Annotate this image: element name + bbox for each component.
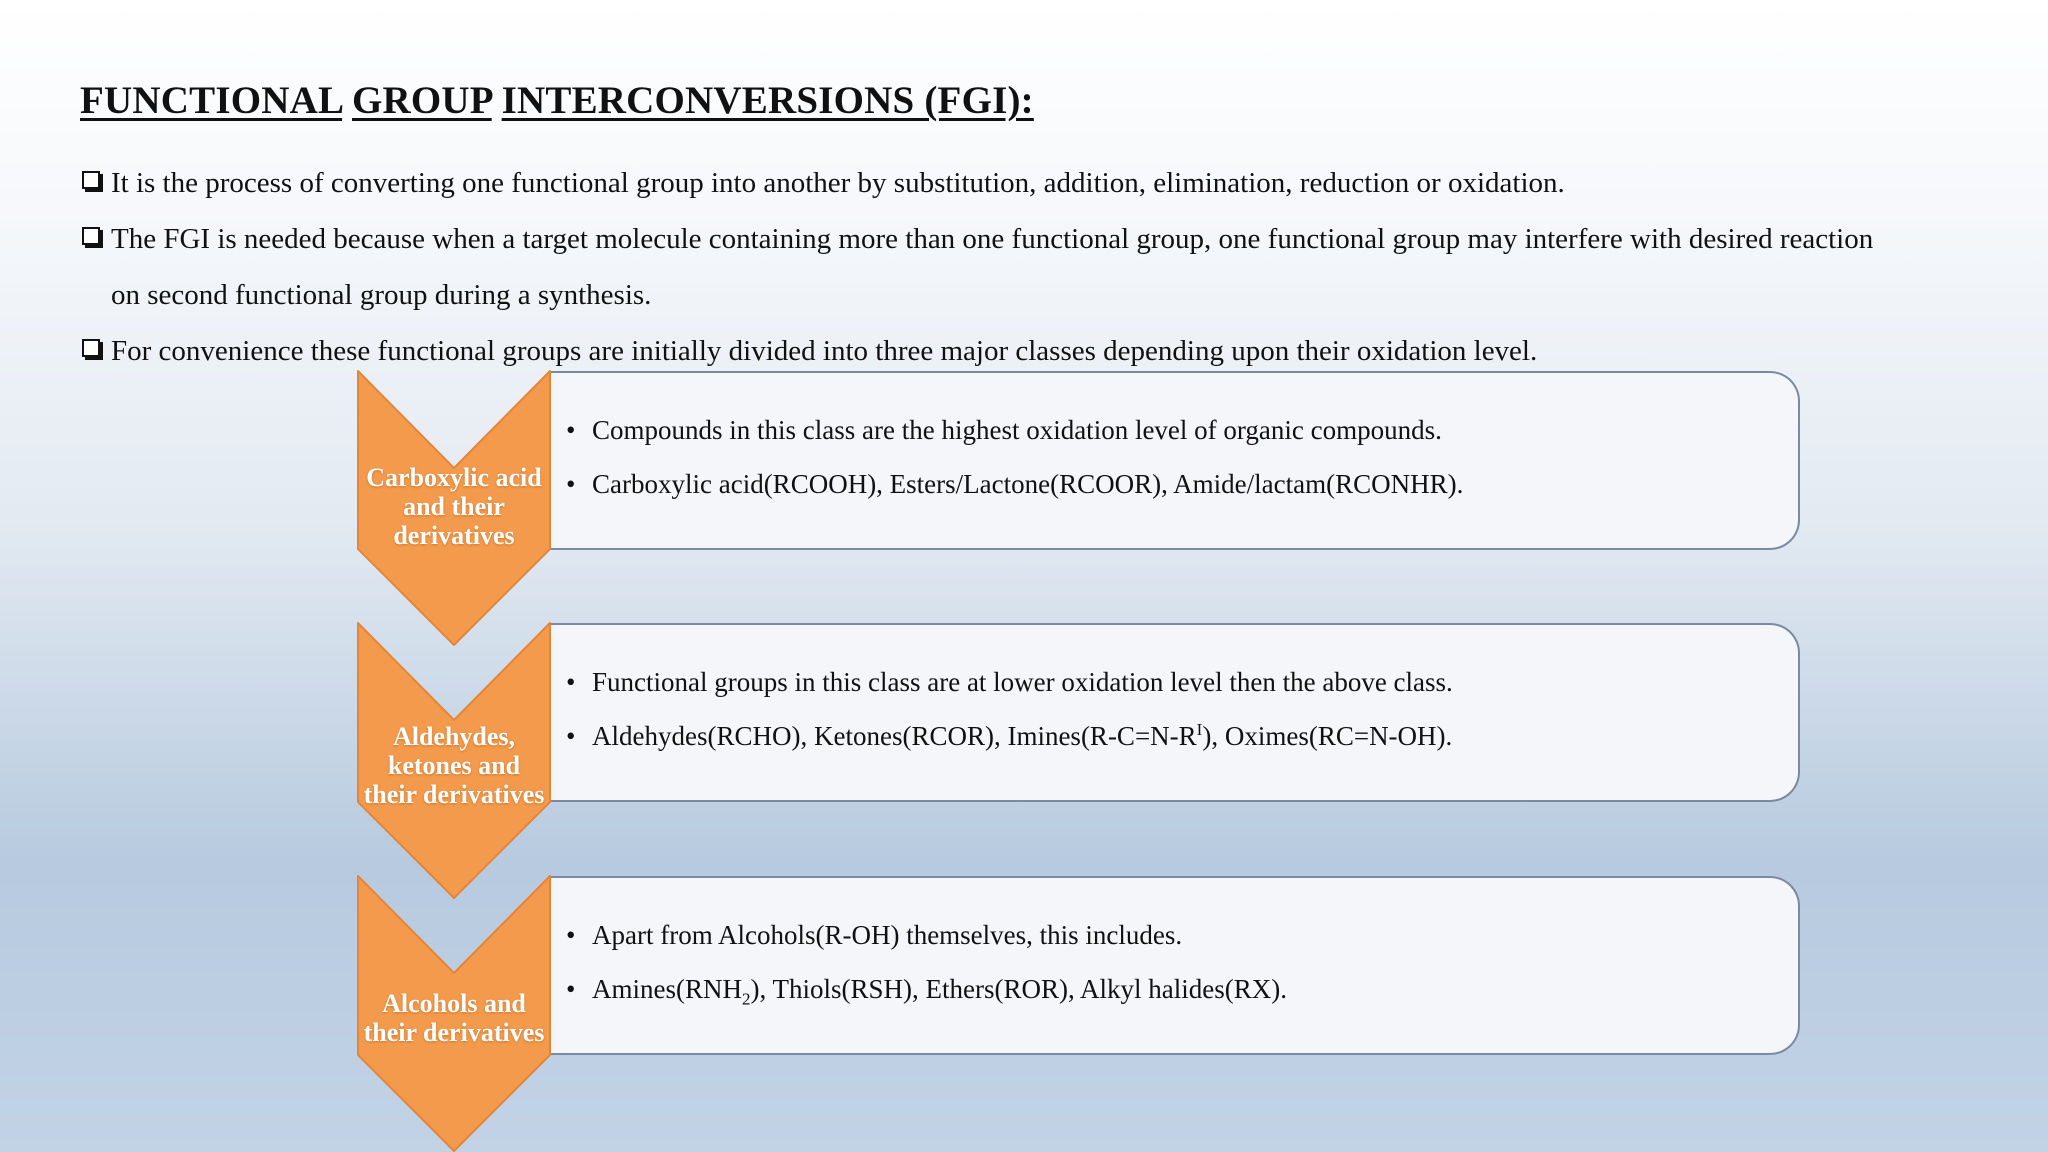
card-point-text: Aldehydes(RCHO), Ketones(RCOR), Imines(R-C=N-R — [592, 721, 1197, 751]
card-point: • Functional groups in this class are at lower oxidation level then the above class. — [566, 655, 1798, 709]
intro-bullet-text: The FGI is needed because when a target molecule containing more than one functional group, one functional group may interfere with desired reaction — [111, 223, 1874, 255]
card-point-text: Amines(RNH — [592, 974, 742, 1004]
title-word-group: GROUP — [352, 79, 492, 122]
card-point-superscript: I — [1196, 720, 1203, 739]
card-point-text: ), Thiols(RSH), Ethers(ROR), Alkyl halides(RX). — [750, 974, 1287, 1004]
card-point-text: ), Oximes(RC=N-OH). — [1202, 721, 1453, 751]
chevron-label-carboxylic: Carboxylic acid and their derivatives — [366, 463, 542, 550]
chevron-label-alcohols: Alcohols and their derivatives — [363, 989, 545, 1047]
card-point-subscript: 2 — [742, 989, 751, 1009]
card-point: • Apart from Alcohols(R-OH) themselves, this includes. — [566, 908, 1798, 962]
title-word-functional: FUNCTIONAL — [80, 79, 343, 122]
card-point: • Compounds in this class are the highest oxidation level of organic compounds. — [566, 403, 1798, 457]
intro-bullet-text: It is the process of converting one functional group into another by substitution, addition, elimination, reduction or oxidation. — [111, 167, 1565, 199]
intro-bullet-continuation: on second functional group during a synthesis. — [111, 279, 652, 311]
card-point: • Carboxylic acid(RCOOH), Esters/Lactone(RCOOR), Amide/lactam(RCONHR). — [566, 457, 1798, 511]
title-word-interconversions: INTERCONVERSIONS (FGI): — [501, 79, 1034, 122]
chevron-label-aldehydes: Aldehydes, ketones and their derivatives — [363, 722, 545, 809]
intro-bullet-text: For convenience these functional groups are initially divided into three major classes depending upon their oxidation level. — [111, 335, 1538, 367]
